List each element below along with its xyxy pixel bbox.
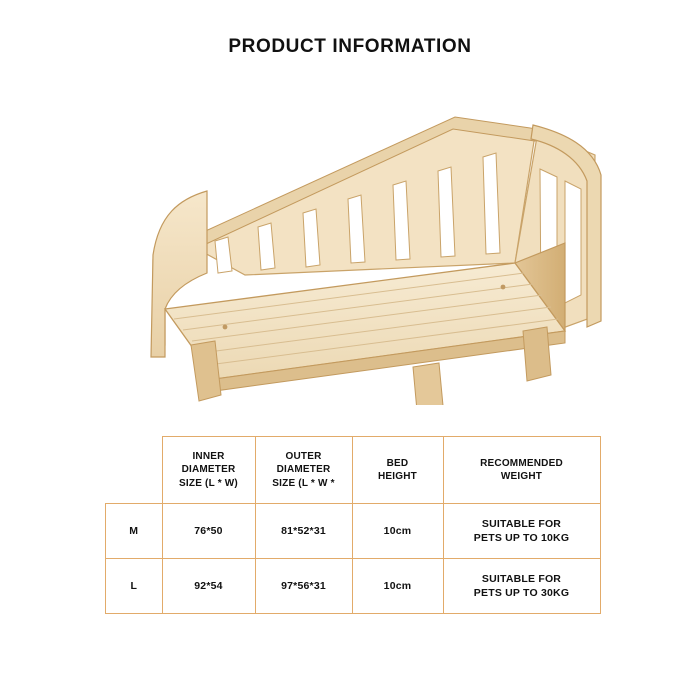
header-bed-height [352,437,443,504]
row-recommended-weight-m [443,504,600,559]
row-weight-m-line-2: PETS UP TO 10KG [473,532,570,544]
header-inner-line-2: DIAMETER [181,464,236,476]
header-inner-line-3: SIZE (L * W) [179,477,238,489]
row-weight-l-line-1: SUITABLE FOR [481,572,562,585]
row-bed-height-m: 10cm [352,504,443,559]
row-weight-m-line-1: SUITABLE FOR [481,517,562,530]
table-row [106,504,601,559]
row-size-label-l: L [106,559,163,614]
page-title: PRODUCT INFORMATION [228,36,472,57]
header-height-line-2: HEIGHT [378,471,417,482]
header-inner-diameter [162,437,255,504]
row-outer-diameter-l: 97*56*31 [255,559,352,614]
header-inner-line-1: INNER [192,450,225,462]
row-recommended-weight-l [443,559,600,614]
header-recommended-weight [443,437,600,504]
specification-table [105,436,601,614]
row-weight-l-line-2: PETS UP TO 30KG [473,587,570,599]
header-outer-line-3: SIZE (L * W * [272,477,335,489]
row-bed-height-l: 10cm [352,559,443,614]
table-row [106,559,601,614]
table-header-row [106,437,601,504]
header-outer-line-2: DIAMETER [276,464,331,476]
row-inner-diameter-m: 76*50 [162,504,255,559]
header-outer-line-1: OUTER [285,450,322,462]
header-outer-diameter [255,437,352,504]
header-height-line-1: BED [386,457,409,469]
row-size-label-m: M [106,504,163,559]
header-weight-line-2: WEIGHT [500,471,543,482]
header-weight-line-1: RECOMMENDED [480,457,563,469]
product-image [95,95,615,405]
row-inner-diameter-l: 92*54 [162,559,255,614]
row-outer-diameter-m: 81*52*31 [255,504,352,559]
header-corner [106,437,163,504]
